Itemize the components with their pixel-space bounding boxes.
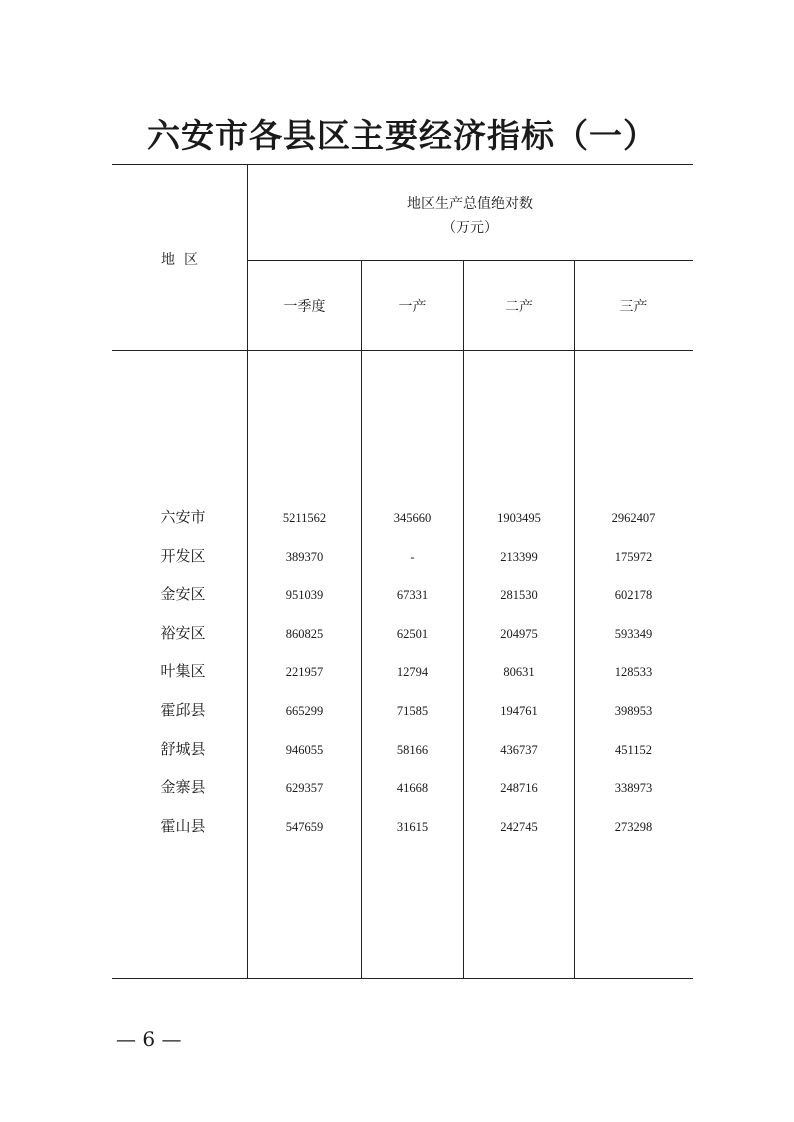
- cell-q1: 946055: [285, 743, 324, 757]
- cell-tertiary: 175972: [614, 550, 653, 564]
- gdp-unit-label: （万元）: [442, 220, 498, 236]
- page-number: — 6 —: [116, 1027, 182, 1051]
- column-header-secondary: 二产: [505, 299, 533, 315]
- table-bottom-rule: [112, 978, 693, 979]
- cell-secondary: 281530: [500, 588, 538, 602]
- cell-region: 叶集区: [160, 662, 206, 680]
- cell-region: 金安区: [160, 585, 206, 603]
- cell-secondary: 194761: [500, 704, 538, 718]
- cell-primary: 67331: [396, 588, 429, 602]
- cell-primary: 31615: [396, 820, 429, 834]
- cell-secondary: 80631: [503, 665, 535, 679]
- cell-region: 霍邱县: [160, 701, 206, 719]
- page-title: 六安市各县区主要经济指标（一）: [147, 116, 657, 155]
- cell-tertiary: 273298: [614, 820, 653, 834]
- cell-primary: 12794: [396, 665, 429, 679]
- gdp-group-header: [248, 192, 692, 240]
- cell-tertiary: 593349: [614, 627, 653, 641]
- gdp-group-label: 地区生产总值绝对数: [407, 196, 533, 212]
- column-header-primary: 一产: [398, 299, 427, 315]
- cell-region: 裕安区: [160, 624, 206, 642]
- cell-q1: 629357: [285, 781, 324, 795]
- cell-primary: 62501: [396, 627, 429, 641]
- column-header-tertiary: 三产: [619, 299, 648, 315]
- cell-tertiary: 602178: [614, 588, 653, 602]
- column-divider-2: [463, 260, 464, 978]
- cell-q1: 5211562: [282, 511, 327, 525]
- cell-tertiary: 2962407: [611, 511, 656, 525]
- header-bottom-rule: [112, 350, 693, 351]
- cell-primary: 58166: [396, 743, 429, 757]
- column-divider-3: [574, 260, 575, 978]
- cell-secondary: 248716: [500, 781, 538, 795]
- group-header-rule: [247, 260, 693, 261]
- cell-secondary: 213399: [500, 550, 538, 564]
- cell-region: 六安市: [160, 508, 206, 526]
- column-header-q1: 一季度: [283, 299, 326, 315]
- cell-region: 舒城县: [160, 740, 206, 758]
- cell-secondary: 436737: [500, 743, 538, 757]
- cell-primary: 345660: [393, 511, 432, 525]
- cell-q1: 221957: [285, 665, 324, 679]
- cell-q1: 860825: [285, 627, 324, 641]
- cell-tertiary: 128533: [614, 665, 653, 679]
- cell-primary: -: [410, 550, 415, 564]
- cell-q1: 665299: [285, 704, 324, 718]
- cell-primary: 71585: [396, 704, 429, 718]
- cell-region: 霍山县: [160, 817, 206, 835]
- cell-tertiary: 398953: [614, 704, 653, 718]
- table-top-rule: [112, 164, 693, 165]
- cell-region: 开发区: [160, 547, 206, 565]
- cell-primary: 41668: [396, 781, 429, 795]
- cell-q1: 951039: [285, 588, 324, 602]
- cell-secondary: 1903495: [497, 511, 541, 525]
- cell-tertiary: 338973: [614, 781, 653, 795]
- cell-q1: 547659: [285, 820, 324, 834]
- cell-region: 金寨县: [160, 778, 206, 796]
- cell-q1: 389370: [285, 550, 324, 564]
- cell-secondary: 242745: [500, 820, 538, 834]
- region-header: 地 区: [161, 252, 198, 268]
- region-column-divider: [247, 164, 248, 978]
- cell-secondary: 204975: [500, 627, 538, 641]
- column-divider-1: [361, 260, 362, 978]
- cell-tertiary: 451152: [614, 743, 653, 757]
